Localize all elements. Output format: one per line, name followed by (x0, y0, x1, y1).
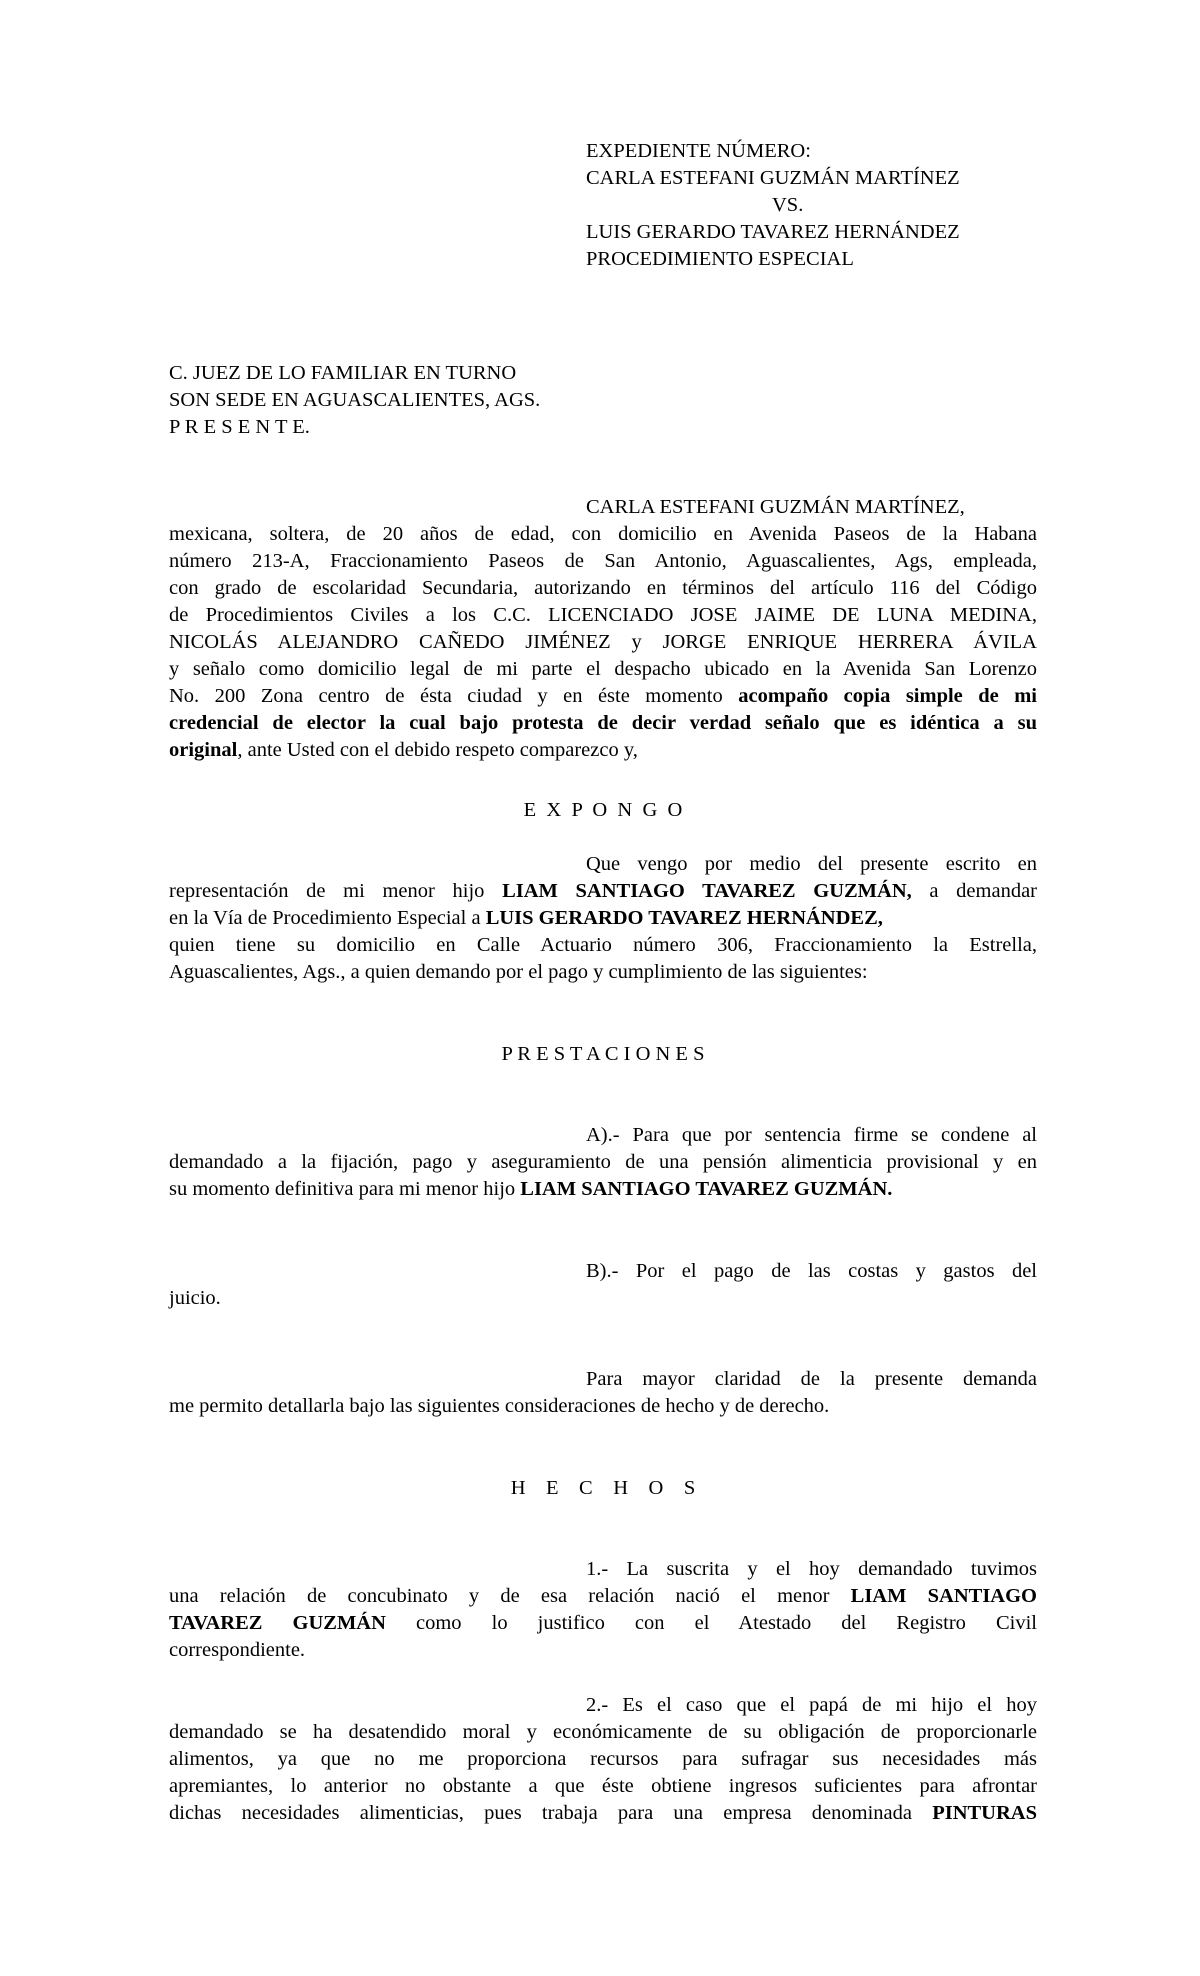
hecho-2-line: alimentos, ya que no me proporciona recursos para sufragar sus necesidades más (169, 1748, 1037, 1770)
claridad-line: Para mayor claridad de la presente demanda (586, 1368, 1037, 1390)
company-name: PINTURAS (932, 1802, 1037, 1824)
expongo-paragraph (169, 851, 1037, 986)
procedure-type: PROCEDIMIENTO ESPECIAL (586, 248, 854, 270)
intro-line: , ante Usted con el debido respeto comparezco y, (237, 739, 638, 761)
prestacion-b-line: B).- Por el pago de las costas y gastos del (586, 1260, 1037, 1282)
prestacion-a-line: su momento definitiva para mi menor hijo (169, 1178, 521, 1200)
child-name: LIAM SANTIAGO TAVAREZ GUZMÁN. (520, 1178, 893, 1200)
intro-line: con grado de escolaridad Secundaria, autorizando en términos del artículo 116 del Código (169, 577, 1037, 599)
intro-line: NICOLÁS ALEJANDRO CAÑEDO JIMÉNEZ y JORGE ENRIQUE HERRERA ÁVILA (169, 631, 1037, 653)
hecho-2 (169, 1692, 1037, 1827)
prestacion-a-line: A).- Para que por sentencia firme se condene al (586, 1124, 1037, 1146)
hechos-heading: H E C H O S (510, 1477, 696, 1499)
intro-line: de Procedimientos Civiles a los C.C. LICENCIADO JOSE JAIME DE LUNA MEDINA, (169, 604, 1037, 626)
defendant-name-bold: LUIS GERARDO TAVAREZ HERNÁNDEZ, (485, 907, 883, 929)
prestacion-a-line: demandado a la fijación, pago y aseguramiento de una pensión alimenticia provisional y en (169, 1151, 1037, 1173)
hecho-2-line: 2.- Es el caso que el papá de mi hijo el hoy (586, 1694, 1037, 1716)
expongo-line: en la Vía de Procedimiento Especial a (169, 907, 486, 929)
hecho-2-line: dichas necesidades alimenticias, pues trabaja para una empresa denominada (169, 1802, 933, 1824)
claridad-paragraph (169, 1366, 1037, 1420)
child-name: LIAM SANTIAGO TAVAREZ GUZMÁN, (502, 880, 912, 902)
hecho-1-line: como lo justifico con el Atestado del Registro Civil (385, 1612, 1037, 1634)
hecho-2-line: apremiantes, lo anterior no obstante a que éste obtiene ingresos suficientes para afrontar (169, 1775, 1037, 1797)
case-header (586, 138, 1066, 273)
hecho-1-line: 1.- La suscrita y el hoy demandado tuvimos (586, 1558, 1037, 1580)
intro-line: número 213-A, Fraccionamiento Paseos de San Antonio, Aguascalientes, Ags, empleada, (169, 550, 1037, 572)
addressee-block (169, 360, 769, 441)
intro-line: mexicana, soltera, de 20 años de edad, con domicilio en Avenida Paseos de la Habana (169, 523, 1037, 545)
prestacion-a (169, 1122, 1037, 1203)
expongo-line: representación de mi menor hijo (169, 880, 503, 902)
defendant-name: LUIS GERARDO TAVAREZ HERNÁNDEZ (586, 221, 960, 243)
hecho-2-line: demandado se ha desatendido moral y económicamente de su obligación de proporcionarle (169, 1721, 1037, 1743)
intro-paragraph (169, 494, 1037, 764)
prestacion-b-line: juicio. (169, 1287, 221, 1309)
hecho-1 (169, 1556, 1037, 1664)
plaintiff-name: CARLA ESTEFANI GUZMÁN MARTÍNEZ (586, 167, 960, 189)
child-name: LIAM SANTIAGO (850, 1585, 1037, 1607)
intro-line: y señalo como domicilio legal de mi parte el despacho ubicado en la Avenida San Lorenzo (169, 658, 1037, 680)
expongo-line: Aguascalientes, Ags., a quien demando por el pago y cumplimiento de las siguientes: (169, 961, 868, 983)
expongo-heading: E X P O N G O (523, 799, 683, 821)
expongo-line: a demandar (911, 880, 1037, 902)
versus-label: VS. (772, 194, 804, 216)
intro-bold-text: original (169, 739, 238, 761)
prestaciones-heading: P R E S T A C I O N E S (501, 1043, 705, 1065)
expongo-line: Que vengo por medio del presente escrito en (586, 853, 1037, 875)
child-name: TAVAREZ GUZMÁN (169, 1612, 386, 1634)
addressee-line-2: SON SEDE EN AGUASCALIENTES, AGS. (169, 389, 541, 411)
addressee-line-1: C. JUEZ DE LO FAMILIAR EN TURNO (169, 362, 517, 384)
expongo-line: quien tiene su domicilio en Calle Actuario número 306, Fraccionamiento la Estrella, (169, 934, 1037, 956)
intro-bold-text: credencial de elector la cual bajo protesta de decir verdad señalo que es idéntica a su (169, 712, 1037, 734)
prestacion-b (169, 1258, 1037, 1312)
claridad-line: me permito detallarla bajo las siguientes consideraciones de hecho y de derecho. (169, 1395, 830, 1417)
hecho-1-line: correspondiente. (169, 1639, 306, 1661)
expediente-line: EXPEDIENTE NÚMERO: (586, 140, 811, 162)
hecho-1-line: una relación de concubinato y de esa relación nació el menor (169, 1585, 851, 1607)
addressee-line-3: P R E S E N T E. (169, 416, 310, 438)
intro-bold-text: acompaño copia simple de mi (738, 685, 1037, 707)
intro-line: No. 200 Zona centro de ésta ciudad y en éste momento (169, 685, 739, 707)
intro-name: CARLA ESTEFANI GUZMÁN MARTÍNEZ, (586, 496, 965, 518)
